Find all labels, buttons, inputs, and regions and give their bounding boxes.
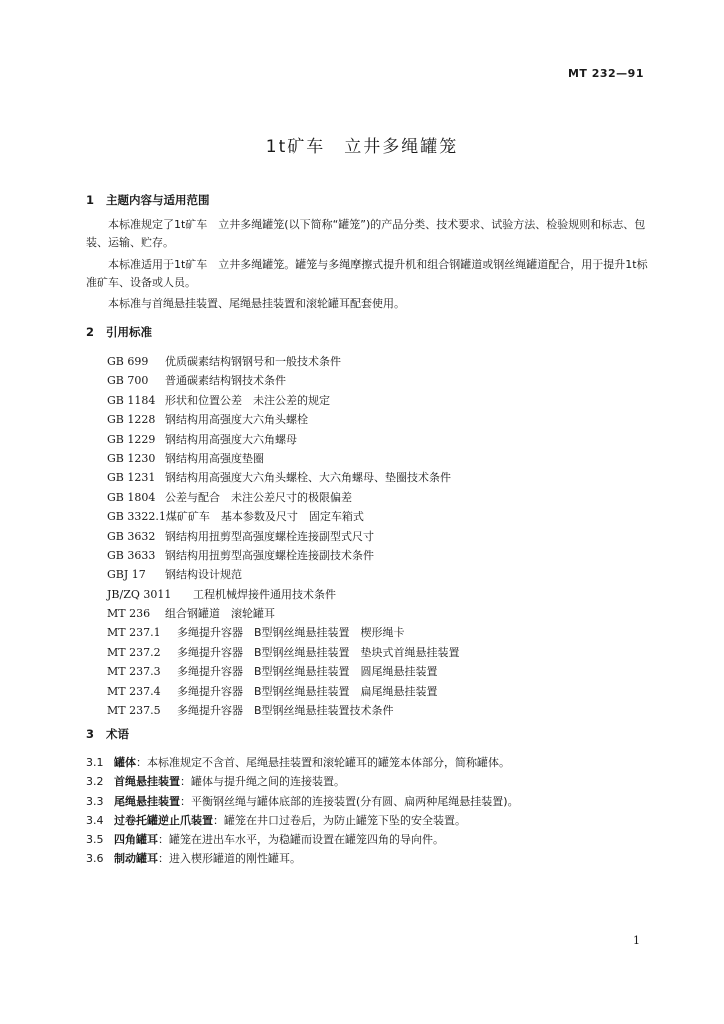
- reference-title: 普通碳素结构钢技术条件: [165, 374, 286, 388]
- term-definition: ：罐笼在井口过卷后，为防止罐笼下坠的安全装置。: [213, 813, 466, 827]
- section-number: 2: [86, 325, 95, 339]
- reference-item: [107, 701, 460, 720]
- usage-paragraph: 本标准与首绳悬挂装置、尾绳悬挂装置和滚轮罐耳配套使用。: [108, 297, 405, 310]
- reference-code: MT 236: [107, 607, 151, 621]
- term-item: [86, 849, 519, 868]
- reference-code: GB 1228: [107, 413, 156, 427]
- reference-code: GB 3633: [107, 548, 156, 562]
- term-definition: ：平衡钢丝绳与罐体底部的连接装置(分有圆、扁两种尾绳悬挂装置)。: [180, 794, 519, 808]
- term-number: 3.5: [86, 833, 104, 847]
- reference-item: [107, 682, 460, 701]
- reference-title: 钢结构用扭剪型高强度螺栓连接副型式尺寸: [165, 529, 374, 543]
- reference-code: MT 237.2: [107, 645, 161, 659]
- term-number: 3.3: [86, 794, 104, 808]
- reference-code: MT 237.4: [107, 684, 161, 698]
- reference-code: MT 237.3: [107, 665, 161, 679]
- reference-title: 钢结构用扭剪型高强度螺栓连接副技术条件: [165, 548, 374, 562]
- reference-item: [107, 371, 460, 390]
- section-1-heading: [86, 192, 210, 208]
- reference-code: GB 1231: [107, 471, 156, 485]
- reference-title: 优质碳素结构钢钢号和一般技术条件: [165, 355, 341, 368]
- scope-paragraph: 本标准规定了1t矿车 立井多绳罐笼(以下简称“罐笼”)的产品分类、技术要求、试验方法、检验规则和标志、包装、运输、贮存。: [86, 218, 646, 249]
- reference-item: [107, 623, 460, 642]
- reference-title: 钢结构设计规范: [165, 568, 242, 582]
- reference-item: [107, 527, 460, 546]
- term-definition: ：罐体与提升绳之间的连接装置。: [180, 775, 345, 789]
- term-item: [86, 830, 519, 849]
- reference-title: 钢结构用高强度垫圈: [165, 451, 264, 465]
- term-name: 首绳悬挂装置: [114, 775, 180, 789]
- term-name: 罐体: [114, 756, 136, 769]
- reference-code: MT 237.5: [107, 704, 161, 718]
- term-item: [86, 753, 519, 772]
- term-number: 3.6: [86, 852, 104, 866]
- standard-number: MT 232—91: [567, 67, 644, 80]
- reference-code: GB 3632: [107, 529, 156, 543]
- reference-code: GB 699: [107, 355, 149, 368]
- reference-item: [107, 546, 460, 565]
- reference-code: GB 700: [107, 374, 149, 388]
- application-paragraph: 本标准适用于1t矿车 立井多绳罐笼。罐笼与多绳摩擦式提升机和组合钢罐道或钢丝绳罐道配合，用于提升1t标准矿车、设备或人员。: [86, 258, 648, 289]
- section-title: 术语: [106, 727, 129, 741]
- section-title: 主题内容与适用范围: [106, 193, 210, 207]
- reference-title: 多绳提升容器 B型钢丝绳悬挂装置技术条件: [177, 704, 394, 718]
- term-name: 尾绳悬挂装置: [114, 794, 180, 808]
- reference-title: 公差与配合 未注公差尺寸的极限偏差: [165, 490, 352, 504]
- term-number: 3.1: [86, 756, 104, 769]
- reference-item: [107, 662, 460, 681]
- reference-item: [107, 604, 460, 623]
- reference-item: [107, 565, 460, 584]
- term-name: 制动罐耳: [114, 852, 158, 866]
- reference-item: [107, 391, 460, 410]
- term-number: 3.2: [86, 775, 104, 789]
- reference-item: [107, 449, 460, 468]
- term-name: 过卷托罐逆止爪装置: [114, 813, 213, 827]
- reference-title: 多绳提升容器 B型钢丝绳悬挂装置 扁尾绳悬挂装置: [177, 684, 438, 698]
- reference-code: GB 1804: [107, 490, 156, 504]
- reference-title: 钢结构用高强度大六角头螺栓: [165, 413, 308, 427]
- reference-title: 多绳提升容器 B型钢丝绳悬挂装置 圆尾绳悬挂装置: [177, 665, 438, 679]
- reference-code: JB/ZQ 3011: [107, 587, 172, 601]
- reference-code: MT 237.1: [107, 626, 161, 640]
- section-3-heading: [86, 726, 129, 742]
- reference-title: 钢结构用高强度大六角头螺栓、大六角螺母、垫圈技术条件: [165, 471, 451, 485]
- reference-title: 多绳提升容器 B型钢丝绳悬挂装置 楔形绳卡: [177, 626, 405, 640]
- term-item: [86, 772, 519, 791]
- reference-code: GBJ 17: [107, 568, 146, 582]
- reference-list: [107, 352, 460, 720]
- document-title: 1t矿车 立井多绳罐笼: [265, 137, 459, 157]
- term-name: 四角罐耳: [114, 833, 158, 847]
- reference-item: [107, 507, 460, 526]
- term-definition: ：罐笼在进出车水平，为稳罐而设置在罐笼四角的导向件。: [158, 833, 444, 847]
- reference-code: GB 1230: [107, 451, 156, 465]
- reference-item: [107, 468, 460, 487]
- reference-code: GB 1184: [107, 393, 156, 407]
- reference-item: [107, 488, 460, 507]
- reference-item: [107, 643, 460, 662]
- reference-title: 工程机械焊接件通用技术条件: [193, 587, 336, 601]
- section-number: 3: [86, 727, 95, 741]
- section-title: 引用标准: [106, 325, 152, 339]
- term-definition: ：本标准规定不含首、尾绳悬挂装置和滚轮罐耳的罐笼本体部分，简称罐体。: [136, 756, 510, 769]
- terms-list: [86, 753, 519, 869]
- page-number: 1: [633, 934, 640, 947]
- term-item: [86, 811, 519, 830]
- section-2-heading: [86, 324, 152, 340]
- reference-title: 煤矿矿车 基本参数及尺寸 固定车箱式: [165, 510, 364, 524]
- reference-title: 形状和位置公差 未注公差的规定: [165, 393, 330, 407]
- reference-code: GB 3322.1: [107, 510, 166, 524]
- reference-title: 组合钢罐道 滚轮罐耳: [165, 607, 275, 621]
- reference-title: 多绳提升容器 B型钢丝绳悬挂装置 垫块式首绳悬挂装置: [177, 645, 460, 659]
- reference-item: [107, 585, 460, 604]
- reference-code: GB 1229: [107, 432, 156, 446]
- reference-item: [107, 410, 460, 429]
- section-number: 1: [86, 193, 95, 207]
- reference-item: [107, 430, 460, 449]
- reference-item: [107, 352, 460, 371]
- term-item: [86, 792, 519, 811]
- term-definition: ：进入楔形罐道的刚性罐耳。: [158, 852, 301, 866]
- reference-title: 钢结构用高强度大六角螺母: [165, 432, 297, 446]
- term-number: 3.4: [86, 813, 104, 827]
